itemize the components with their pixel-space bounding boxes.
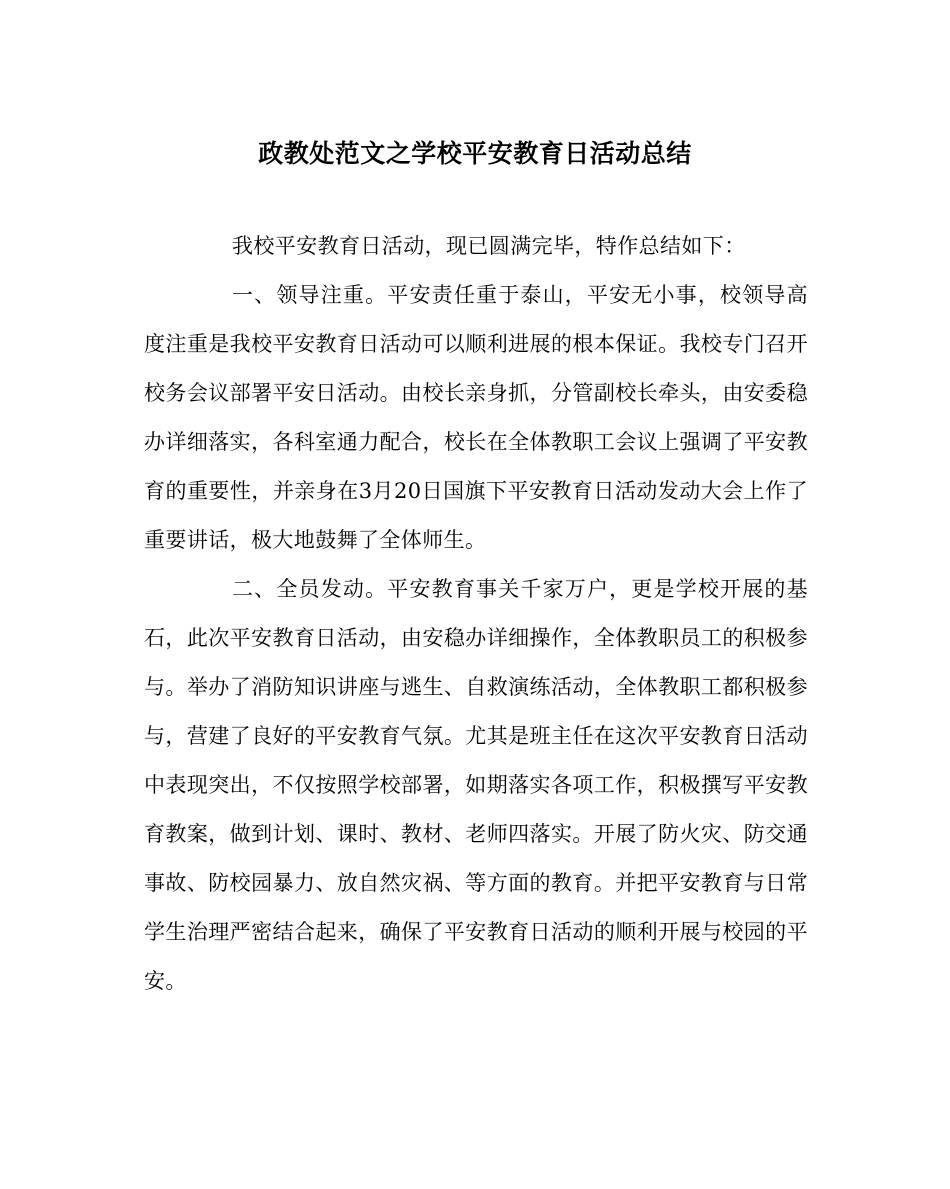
paragraph-mobilization: 二、全员发动。平安教育事关千家万户，更是学校开展的基石，此次平安教育日活动，由安稳办详细操作，全体教职员工的积极参与。举办了消防知识讲座与逃生、自救演练活动，全体教职工都积极参与，营建了良好的平安教育气氛。尤其是班主任在这次平安教育日活动中表现突出，不仅按照学校部署，如期落实各项工作，积极撰写平安教育教案，做到计划、课时、教材、老师四落实。开展了防火灾、防交通事故、防校园暴力、放自然灾祸、等方面的教育。并把平安教育与日常学生治理严密结合起来，确保了平安教育日活动的顺利开展与校园的平安。 (144, 577, 808, 993)
document-title: 政教处范文之学校平安教育日活动总结 (258, 139, 692, 168)
paragraph-leadership: 一、领导注重。平安责任重于泰山，平安无小事，校领导高度注重是我校平安教育日活动可以顺利进展的根本保证。我校专门召开校务会议部署平安日活动。由校长亲身抓，分管副校长牵头，由安委稳办详细落实，各科室通力配合，校长在全体教职工会议上强调了平安教育的重要性，并亲身在3月20日国旗下平安教育日活动发动大会上作了重要讲话，极大地鼓舞了全体师生。 (144, 283, 808, 552)
document-body (144, 222, 808, 1006)
paragraph-intro: 我校平安教育日活动，现已圆满完毕，特作总结如下： (232, 234, 746, 258)
